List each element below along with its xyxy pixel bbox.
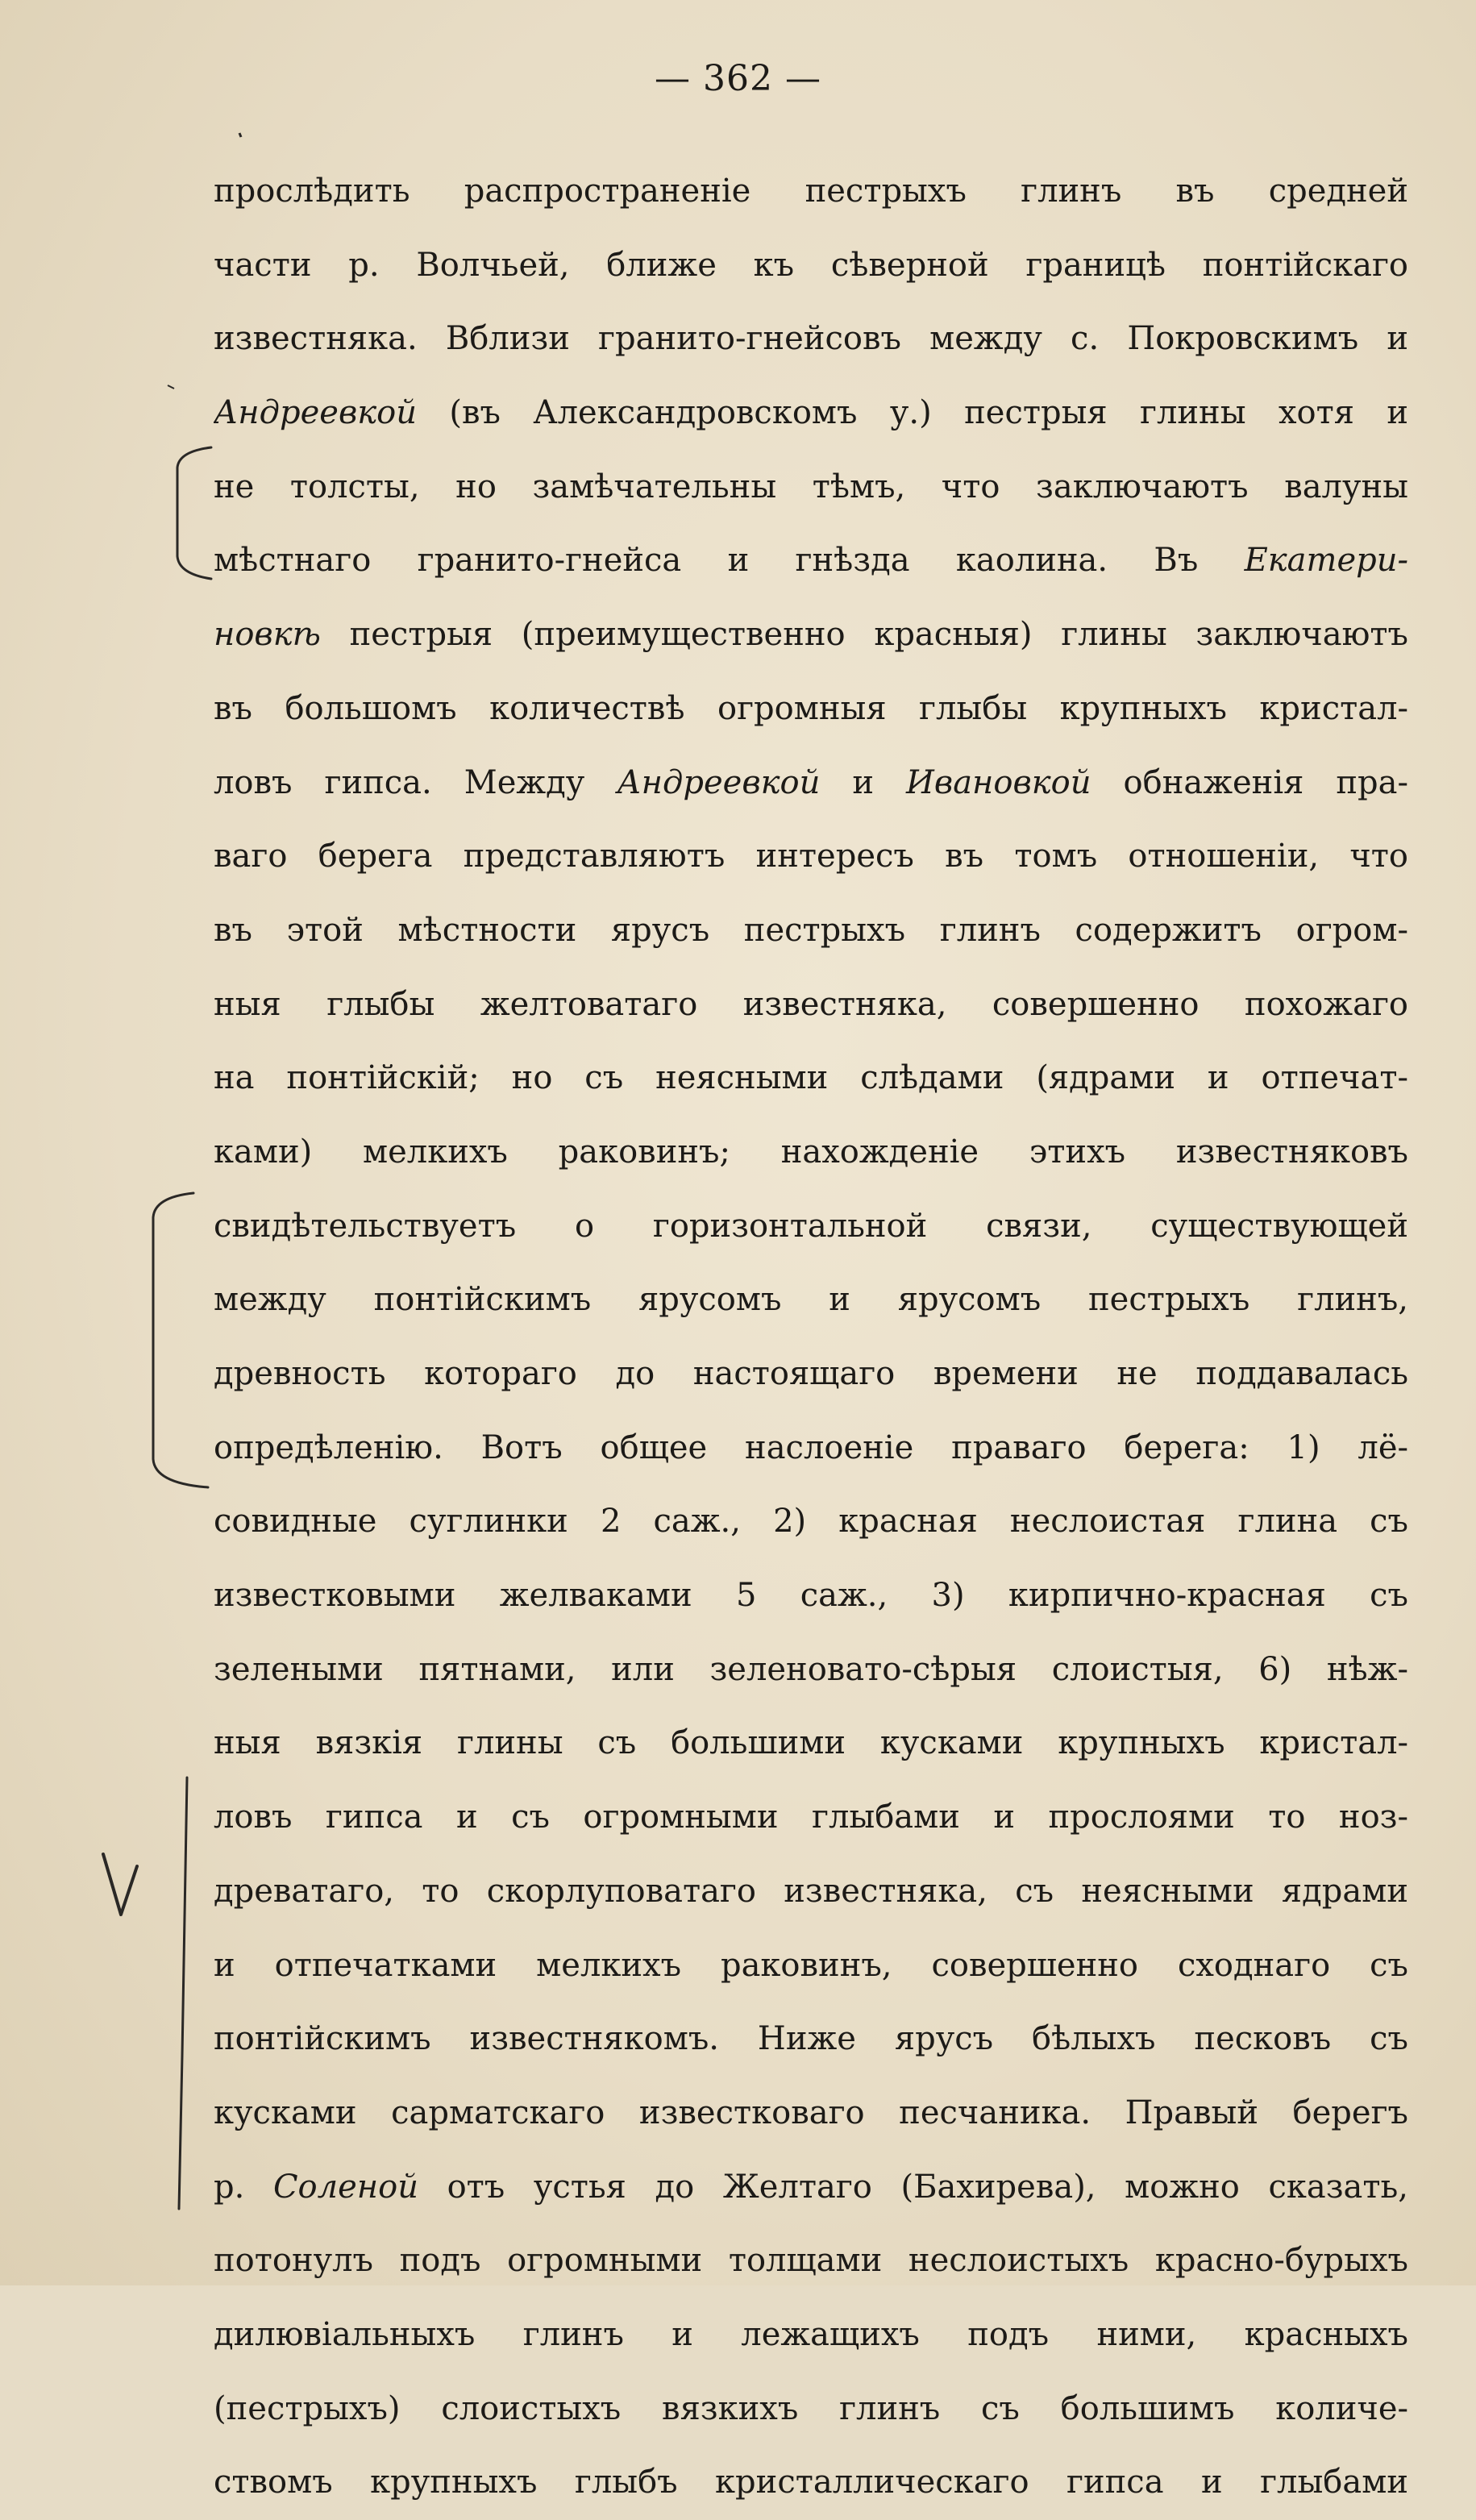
text-line: кусками сарматскаго известковаго песчаника. Правый берегъ bbox=[214, 2094, 1408, 2131]
italic-word: Ивановкой bbox=[906, 763, 1091, 801]
text-line: ловъ гипса. Между Андреевкой и Ивановкой обнаженія пра- bbox=[214, 763, 1408, 801]
text-line: ловъ гипса и съ огромными глыбами и прослоями то ноз- bbox=[214, 1799, 1408, 1836]
page-number: — 362 — bbox=[655, 58, 821, 99]
text-line: на понтійскій; но съ неясными слѣдами (ядрами и отпечат- bbox=[214, 1059, 1408, 1097]
margin-bracket-top bbox=[177, 447, 211, 579]
text-line: ваго берега представляютъ интересъ въ томъ отношеніи, что bbox=[214, 838, 1408, 875]
text-line: опредѣленію. Вотъ общее наслоеніе праваго берега: 1) лё- bbox=[214, 1428, 1408, 1466]
italic-word: Соленой bbox=[272, 2168, 418, 2206]
margin-dot bbox=[239, 133, 241, 137]
margin-vertical-line bbox=[179, 1778, 187, 2209]
text-line: между понтійскимъ ярусомъ и ярусомъ пестрыхъ глинъ, bbox=[214, 1281, 1408, 1319]
text-line: ныя вязкія глины съ большими кусками крупныхъ кристал- bbox=[214, 1724, 1408, 1762]
body-text bbox=[214, 155, 1408, 2520]
text-line: известковыми желваками 5 саж., 3) кирпично-красная съ bbox=[214, 1577, 1408, 1615]
text-line: понтійскимъ известнякомъ. Ниже ярусъ бѣлыхъ песковъ съ bbox=[214, 2020, 1408, 2058]
text-line: ныя глыбы желтоватаго известняка, совершенно похожаго bbox=[214, 985, 1408, 1023]
text-line: потонулъ подъ огромными толщами неслоистыхъ красно-бурыхъ bbox=[214, 2242, 1408, 2280]
italic-word: Екатери- bbox=[1244, 542, 1408, 580]
text-line: мѣстнаго гранито-гнейса и гнѣзда каолина. Въ Екатери- bbox=[214, 542, 1408, 580]
text-line: въ большомъ количествѣ огромныя глыбы крупныхъ кристал- bbox=[214, 689, 1408, 727]
text-line: ствомъ крупныхъ глыбъ кристаллическаго гипса и глыбами bbox=[214, 2464, 1408, 2501]
text-line: древатаго, то скорлуповатаго известняка, съ неясными ядрами bbox=[214, 1872, 1408, 1910]
text-line: древность котораго до настоящаго времени не поддавалась bbox=[214, 1355, 1408, 1392]
text-line: Андреевкой (въ Александровскомъ у.) пестрыя глины хотя и bbox=[214, 394, 1408, 432]
text-line: дилювіальныхъ глинъ и лежащихъ подъ ними, красныхъ bbox=[214, 2315, 1408, 2353]
italic-word: новкѣ bbox=[214, 616, 321, 654]
text-line: известняка. Вблизи гранито-гнейсовъ между с. Покровскимъ и bbox=[214, 320, 1408, 358]
text-line: части р. Волчьей, ближе къ сѣверной границѣ понтійскаго bbox=[214, 246, 1408, 284]
text-line: прослѣдить распространеніе пестрыхъ глинъ въ средней bbox=[214, 173, 1408, 210]
italic-word: Андреевкой bbox=[214, 394, 417, 432]
text-line: р. Соленой отъ устья до Желтаго (Бахирева), можно сказать, bbox=[214, 2168, 1408, 2206]
italic-word: Андреевкой bbox=[617, 763, 821, 801]
text-line: ками) мелкихъ раковинъ; нахожденіе этихъ известняковъ bbox=[214, 1133, 1408, 1171]
text-line: новкѣ пестрыя (преимущественно красныя) глины заключаютъ bbox=[214, 616, 1408, 654]
text-line: свидѣтельствуетъ о горизонтальной связи, существующей bbox=[214, 1207, 1408, 1245]
text-line: въ этой мѣстности ярусъ пестрыхъ глинъ содержитъ огром- bbox=[214, 911, 1408, 949]
text-line: совидные суглинки 2 саж., 2) красная неслоистая глина съ bbox=[214, 1503, 1408, 1541]
text-line: (пестрыхъ) слоистыхъ вязкихъ глинъ съ большимъ количе- bbox=[214, 2389, 1408, 2427]
margin-bracket-middle bbox=[153, 1193, 208, 1487]
text-line: не толсты, но замѣчательны тѣмъ, что заключаютъ валуны bbox=[214, 468, 1408, 505]
text-line: и отпечатками мелкихъ раковинъ, совершенно сходнаго съ bbox=[214, 1946, 1408, 1984]
margin-dash bbox=[168, 385, 174, 389]
margin-check-mark bbox=[103, 1854, 137, 1915]
text-line: зелеными пятнами, или зеленовато-сѣрыя слоистыя, 6) нѣж- bbox=[214, 1650, 1408, 1688]
